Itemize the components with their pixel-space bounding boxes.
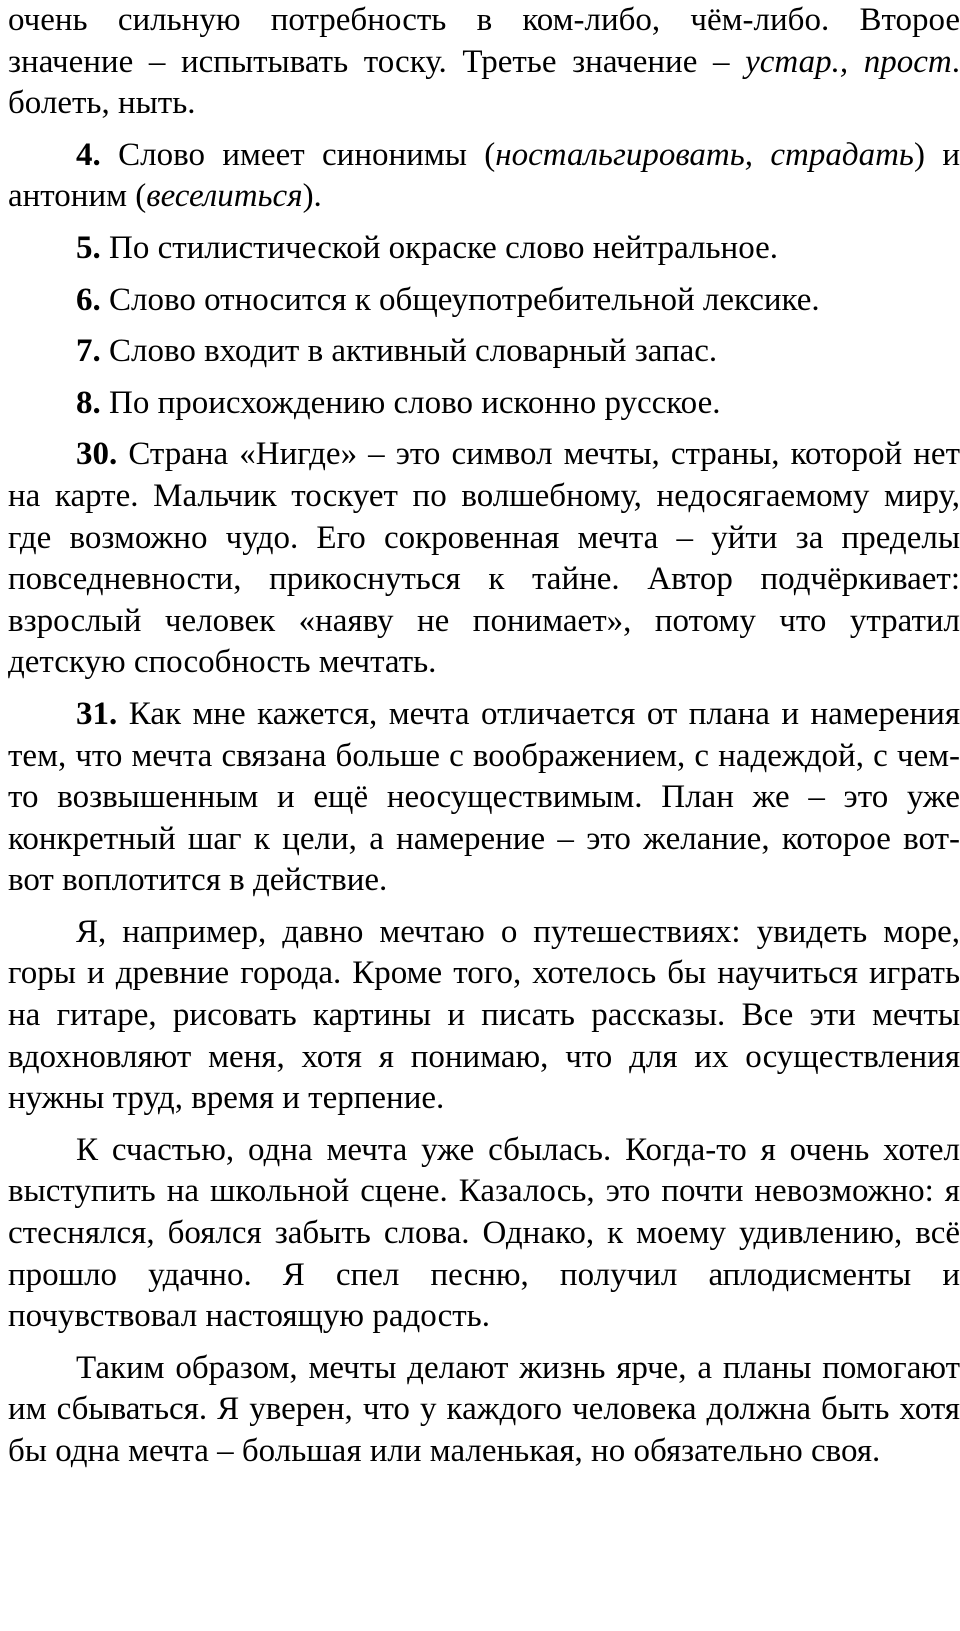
- paragraph-p8: [8, 383, 960, 425]
- paragraph-p6: [8, 280, 960, 322]
- italic-text: устар., прост: [745, 43, 952, 80]
- paragraph-text: Слово относится к общеупотребительной лексике.: [100, 281, 820, 318]
- paragraph-text: Таким образом, мечты делают жизнь ярче, а планы помогают им сбываться. Я уверен, что у каждого человека должна быть хотя бы одна мечта – большая или маленькая, но обязательно своя.: [8, 1349, 960, 1469]
- paragraph-p0: [8, 0, 960, 125]
- paragraph-p4: [8, 135, 960, 218]
- paragraph-p30: [8, 434, 960, 684]
- paragraph-p31c: [8, 1130, 960, 1338]
- paragraph-p31d: [8, 1348, 960, 1473]
- document-page: [8, 0, 960, 1483]
- paragraph-p31b: [8, 912, 960, 1120]
- paragraph-p7: [8, 331, 960, 373]
- paragraph-text: Страна «Нигде» – это символ мечты, страны, которой нет на карте. Мальчик тоскует по волшебному, недосягаемому миру, где возможно чудо. Его сокровенная мечта – уйти за пределы повседневности, прикоснуться к тайне. Автор подчёркивает: взрослый человек «наяву не понимает», потому что утратил детскую способность мечтать.: [8, 436, 960, 681]
- item-number: 4.: [76, 136, 101, 173]
- paragraph-text: ).: [302, 178, 322, 215]
- paragraph-p31: [8, 694, 960, 902]
- paragraph-p5: [8, 228, 960, 270]
- paragraph-text: Слово входит в активный словарный запас.: [100, 333, 718, 370]
- item-number: 7.: [76, 333, 101, 370]
- item-number: 30.: [76, 436, 118, 473]
- italic-text: веселиться: [146, 178, 303, 215]
- item-number: 5.: [76, 229, 101, 266]
- paragraph-text: По стилистической окраске слово нейтральное.: [100, 229, 779, 266]
- paragraph-text: Слово имеет синонимы (: [100, 136, 496, 173]
- paragraph-text: К счастью, одна мечта уже сбылась. Когда-то я очень хотел выступить на школьной сцене. Казалось, это почти невозможно: я стеснялся, боялся забыть слова. Однако, к моему удивлению, всё прошло удачно. Я спел песню, получил аплодисменты и почувствовал настоящую радость.: [8, 1131, 960, 1335]
- item-number: 8.: [76, 384, 101, 421]
- paragraph-text: Я, например, давно мечтаю о путешествиях: увидеть море, горы и древние города. Кроме того, хотелось бы научиться играть на гитаре, рисовать картины и писать рассказы. Все эти мечты вдохновляют меня, хотя я понимаю, что для их осуществления нужны труд, время и терпение.: [8, 913, 960, 1117]
- paragraph-text: По происхождению слово исконно русское.: [100, 384, 721, 421]
- item-number: 6.: [76, 281, 101, 318]
- paragraph-text: ) и антоним (: [8, 136, 960, 215]
- paragraph-text: очень сильную потребность в ком-либо, чём-либо. Второе значение – испытывать тоску. Третье значение –: [8, 2, 960, 80]
- paragraph-text: . болеть, ныть.: [8, 43, 960, 122]
- italic-text: ностальгировать, страдать: [495, 136, 914, 173]
- item-number: 31.: [76, 695, 118, 732]
- paragraph-text: Как мне кажется, мечта отличается от плана и намерения тем, что мечта связана больше с воображением, с надеждой, с чем-то возвышенным и ещё неосуществимым. План же – это уже конкретный шаг к цели, а намерение – это желание, которое вот-вот воплотится в действие.: [8, 695, 960, 899]
